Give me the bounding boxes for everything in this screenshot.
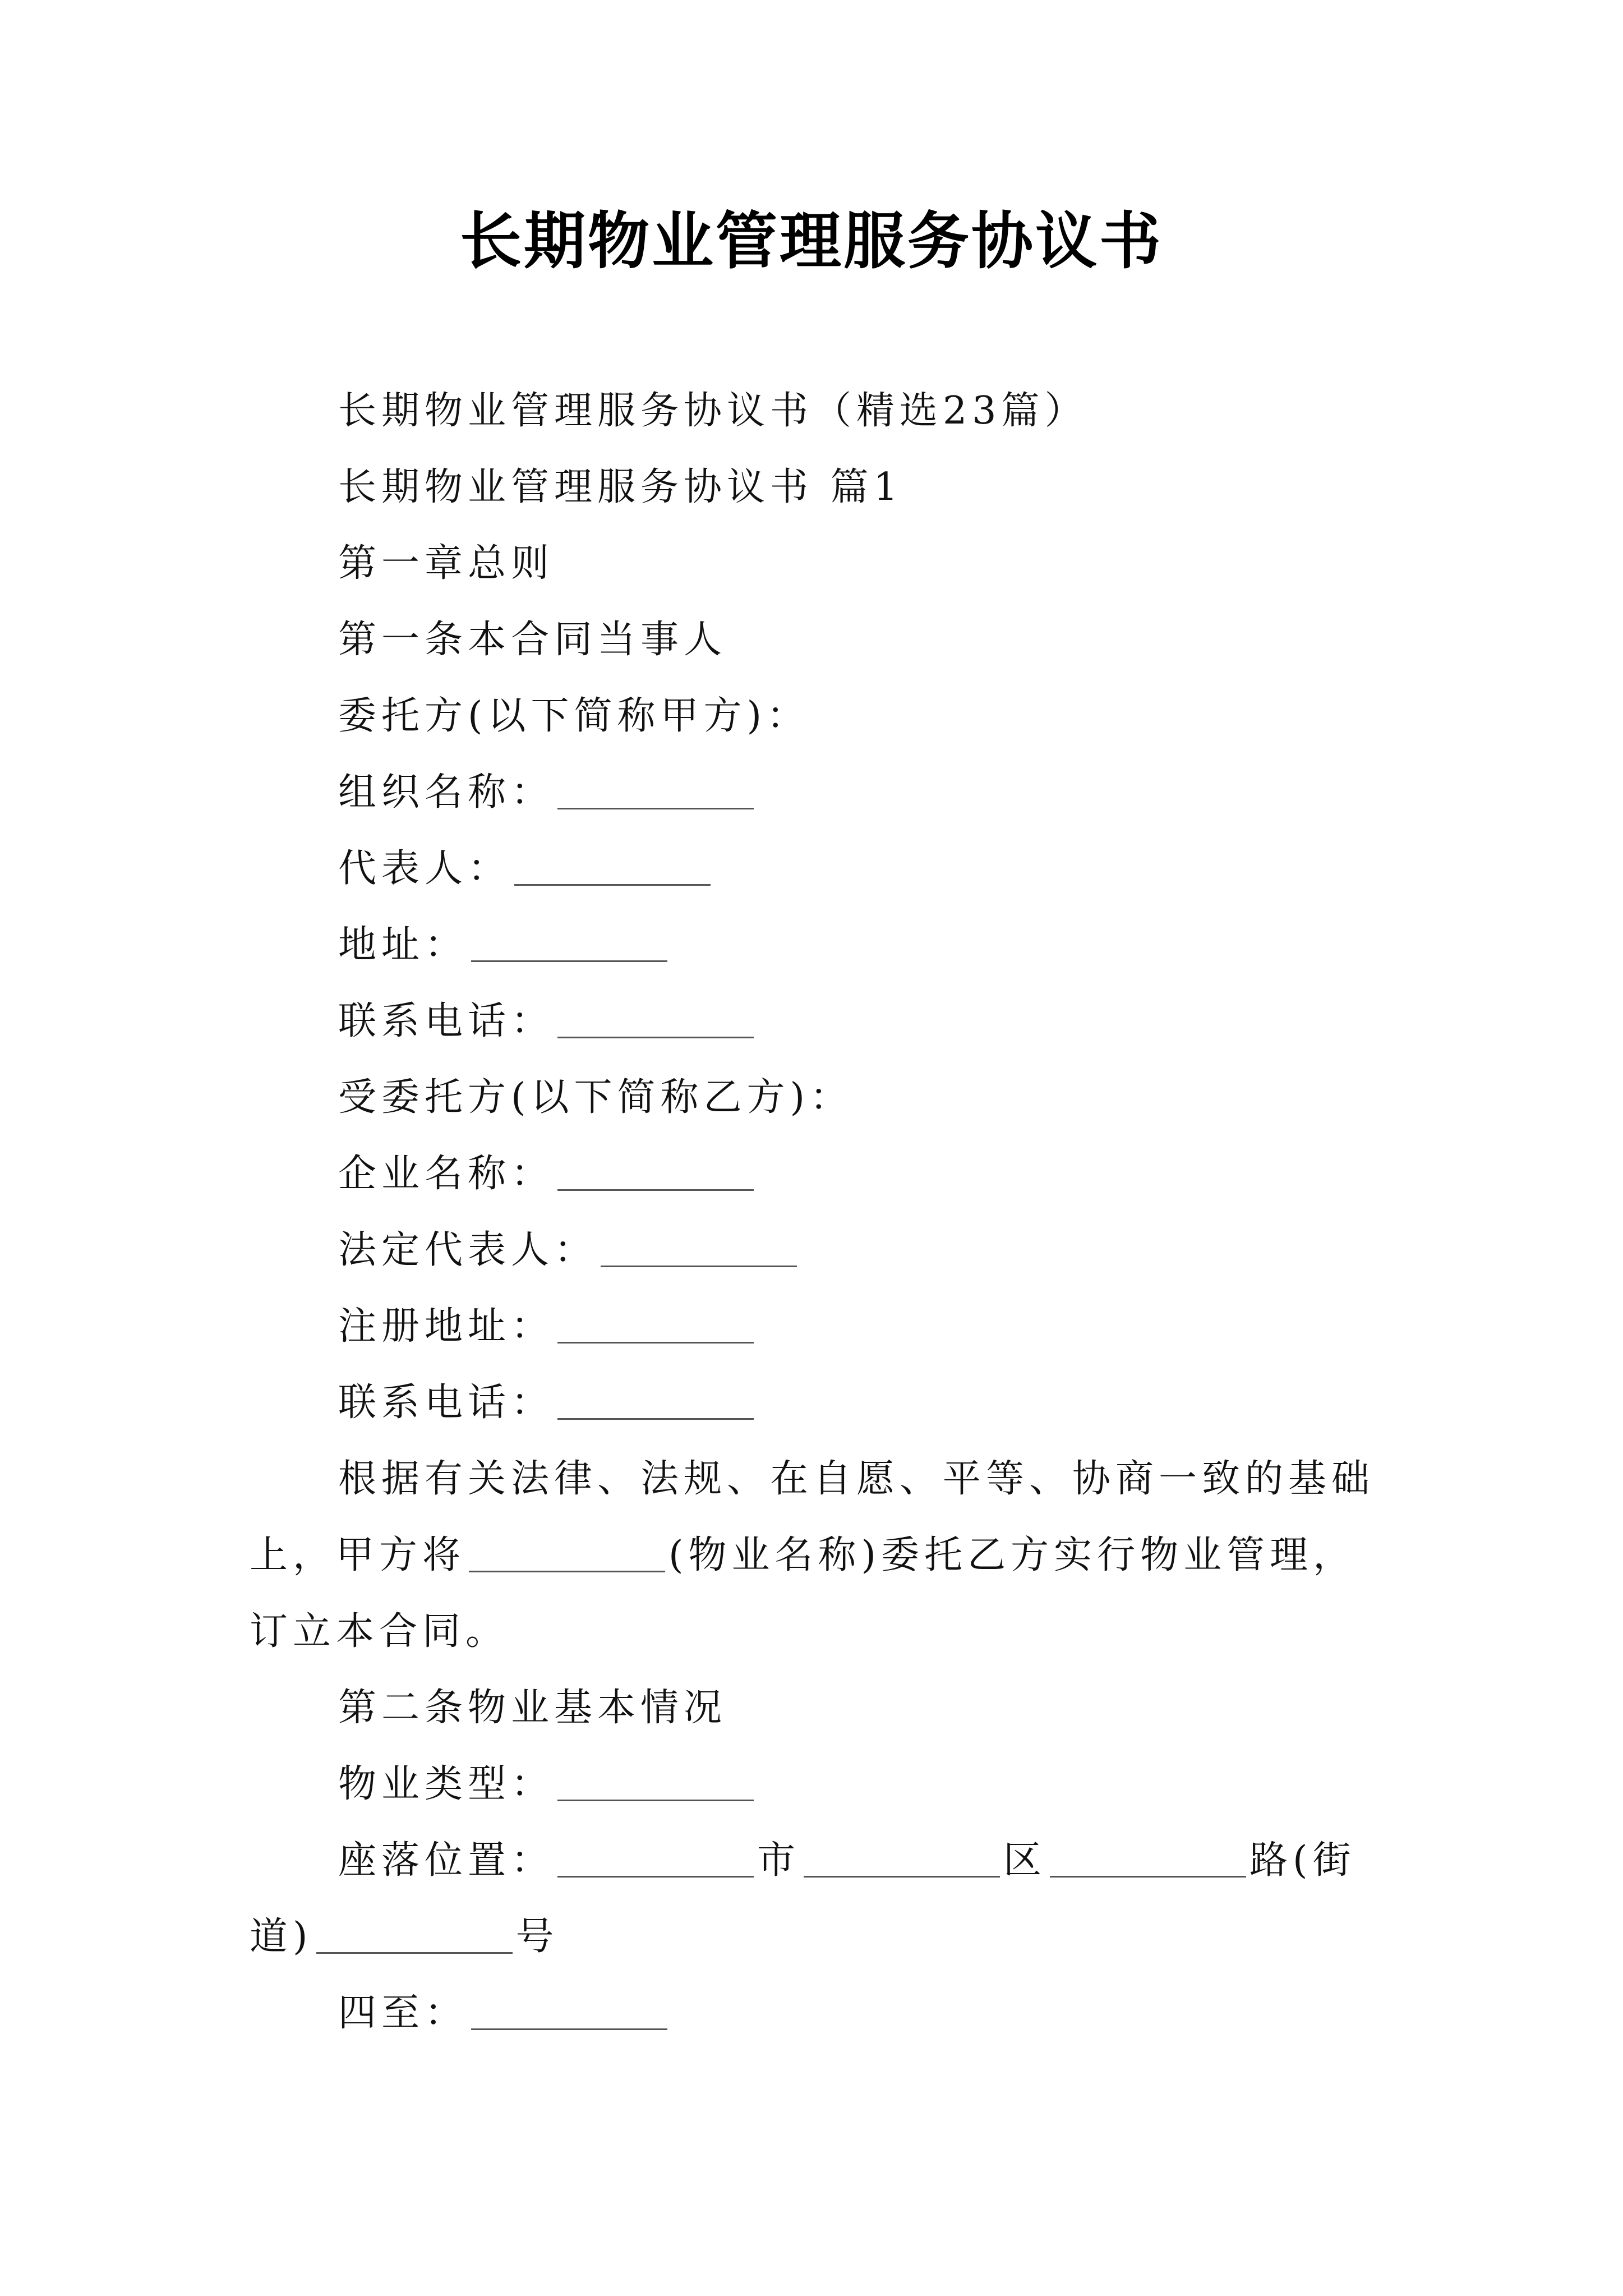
paragraph-text: 联系电话： — [338, 1381, 555, 1425]
fill-in-blank — [557, 1036, 754, 1038]
fill-in-blank — [514, 884, 711, 886]
document-title: 长期物业管理服务协议书 — [460, 205, 1163, 277]
paragraph — [250, 1289, 1382, 1365]
paragraph-text: 第一条本合同当事人 — [338, 618, 727, 662]
paragraph — [250, 754, 1382, 831]
fill-in-blank — [471, 960, 667, 962]
paragraph-text: 委托方(以下简称甲方)： — [338, 694, 810, 738]
fill-in-blank — [557, 1875, 754, 1878]
fill-in-blank — [471, 2028, 667, 2030]
paragraph-text: (物业名称)委托乙方实行物业管理，订立本合同。 — [250, 1533, 1357, 1654]
paragraph-text: 地址： — [338, 923, 468, 967]
fill-in-blank — [316, 1952, 513, 1954]
paragraph — [250, 1136, 1382, 1212]
paragraph-text: 企业名称： — [338, 1152, 555, 1196]
paragraph — [250, 983, 1382, 1060]
paragraph-text: 座落位置： — [338, 1838, 555, 1883]
paragraph-text: 物业类型： — [338, 1762, 555, 1806]
paragraph-text: 区 — [1003, 1838, 1047, 1883]
paragraph-text: 长期物业管理服务协议书（精选23篇） — [338, 389, 1088, 433]
paragraph-text: 组织名称： — [338, 770, 555, 815]
paragraph-text: 注册地址： — [338, 1304, 555, 1349]
paragraph — [250, 1670, 1382, 1746]
fill-in-blank — [601, 1265, 797, 1267]
paragraph — [250, 1441, 1382, 1670]
paragraph — [250, 1975, 1382, 2051]
paragraph — [250, 1212, 1382, 1289]
paragraph — [250, 831, 1382, 907]
paragraph — [250, 602, 1382, 678]
fill-in-blank — [469, 1570, 665, 1572]
paragraph-text: 第一章总则 — [338, 541, 555, 586]
paragraph-text: 联系电话： — [338, 999, 555, 1043]
paragraph — [250, 1823, 1382, 1975]
fill-in-blank — [557, 1341, 754, 1343]
fill-in-blank — [557, 807, 754, 809]
fill-in-blank — [557, 1799, 754, 1801]
paragraph-text: 根据有关法律、法规、在自愿、平等、协商一致的基础上，甲方将 — [250, 1457, 1375, 1577]
paragraph — [250, 373, 1382, 449]
paragraph-text: 受委托方(以下简称乙方)： — [338, 1075, 854, 1120]
paragraph-text: 法定代表人： — [338, 1228, 598, 1272]
paragraph — [250, 449, 1382, 526]
paragraph — [250, 907, 1382, 983]
fill-in-blank — [557, 1189, 754, 1191]
paragraph-text: 四至： — [338, 1991, 468, 2035]
paragraph — [250, 526, 1382, 602]
paragraph — [250, 678, 1382, 754]
paragraph-text: 第二条物业基本情况 — [338, 1686, 727, 1730]
paragraph-text: 长期物业管理服务协议书 篇1 — [338, 465, 903, 509]
paragraph — [250, 1060, 1382, 1136]
paragraph-text: 代表人： — [338, 846, 511, 891]
paragraph-text: 市 — [757, 1838, 801, 1883]
paragraph — [250, 1746, 1382, 1823]
fill-in-blank — [557, 1418, 754, 1420]
paragraph-text: 路(街道) — [250, 1838, 1356, 1959]
paragraph-text: 号 — [515, 1915, 559, 1959]
fill-in-blank — [1050, 1875, 1246, 1878]
paragraph — [250, 1365, 1382, 1441]
fill-in-blank — [804, 1875, 1000, 1878]
document-body — [250, 373, 1382, 2051]
